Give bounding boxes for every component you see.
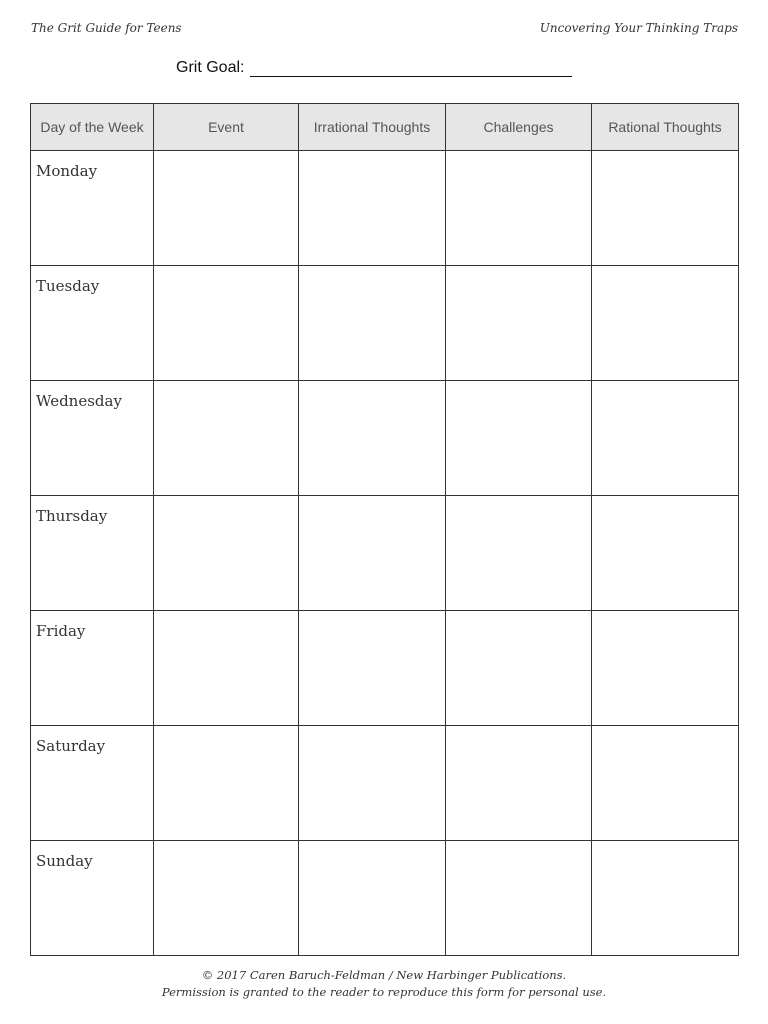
column-header-challenges: Challenges [446,104,592,151]
rational-thoughts-cell[interactable] [592,496,739,611]
challenges-cell[interactable] [446,726,592,841]
day-label: Saturday [36,737,106,755]
grit-goal-label: Grit Goal: [176,59,245,76]
day-cell [31,496,154,611]
table-row [31,611,739,726]
column-header-irrational-thoughts: Irrational Thoughts [299,104,446,151]
event-cell[interactable] [154,381,299,496]
irrational-thoughts-cell[interactable] [299,726,446,841]
table-header-row [31,104,739,151]
day-cell [31,151,154,266]
table-row [31,381,739,496]
rational-thoughts-cell[interactable] [592,726,739,841]
challenges-cell[interactable] [446,151,592,266]
irrational-thoughts-cell[interactable] [299,496,446,611]
table-row [31,841,739,956]
day-label: Tuesday [36,277,100,295]
table-row [31,496,739,611]
event-cell[interactable] [154,151,299,266]
event-cell[interactable] [154,266,299,381]
irrational-thoughts-cell[interactable] [299,266,446,381]
running-head-book-title: The Grit Guide for Teens [31,21,182,35]
column-header-rational-thoughts: Rational Thoughts [592,104,739,151]
copyright-line: © 2017 Caren Baruch-Feldman / New Harbinger Publications. [201,968,567,982]
rational-thoughts-cell[interactable] [592,611,739,726]
rational-thoughts-cell[interactable] [592,151,739,266]
column-header-event: Event [154,104,299,151]
event-cell[interactable] [154,496,299,611]
challenges-cell[interactable] [446,611,592,726]
day-label: Thursday [36,507,108,525]
permission-line: Permission is granted to the reader to reproduce this form for personal use. [161,985,607,999]
challenges-cell[interactable] [446,841,592,956]
rational-thoughts-cell[interactable] [592,841,739,956]
day-label: Sunday [36,852,93,870]
rational-thoughts-cell[interactable] [592,381,739,496]
day-cell [31,381,154,496]
day-label: Wednesday [36,392,122,410]
table-row [31,726,739,841]
copyright-footer [0,967,768,1001]
day-cell [31,266,154,381]
event-cell[interactable] [154,726,299,841]
thinking-traps-log-table [30,103,739,956]
irrational-thoughts-cell[interactable] [299,151,446,266]
table-row [31,151,739,266]
irrational-thoughts-cell[interactable] [299,381,446,496]
irrational-thoughts-cell[interactable] [299,841,446,956]
challenges-cell[interactable] [446,381,592,496]
event-cell[interactable] [154,611,299,726]
column-header-day: Day of the Week [31,104,154,151]
table-row [31,266,739,381]
grit-goal-row [176,59,572,77]
rational-thoughts-cell[interactable] [592,266,739,381]
day-label: Friday [36,622,86,640]
challenges-cell[interactable] [446,266,592,381]
irrational-thoughts-cell[interactable] [299,611,446,726]
challenges-cell[interactable] [446,496,592,611]
day-cell [31,611,154,726]
day-label: Monday [36,162,98,180]
day-cell [31,726,154,841]
event-cell[interactable] [154,841,299,956]
running-head-chapter-title: Uncovering Your Thinking Traps [539,21,738,35]
day-cell [31,841,154,956]
grit-goal-blank-line [250,59,572,77]
